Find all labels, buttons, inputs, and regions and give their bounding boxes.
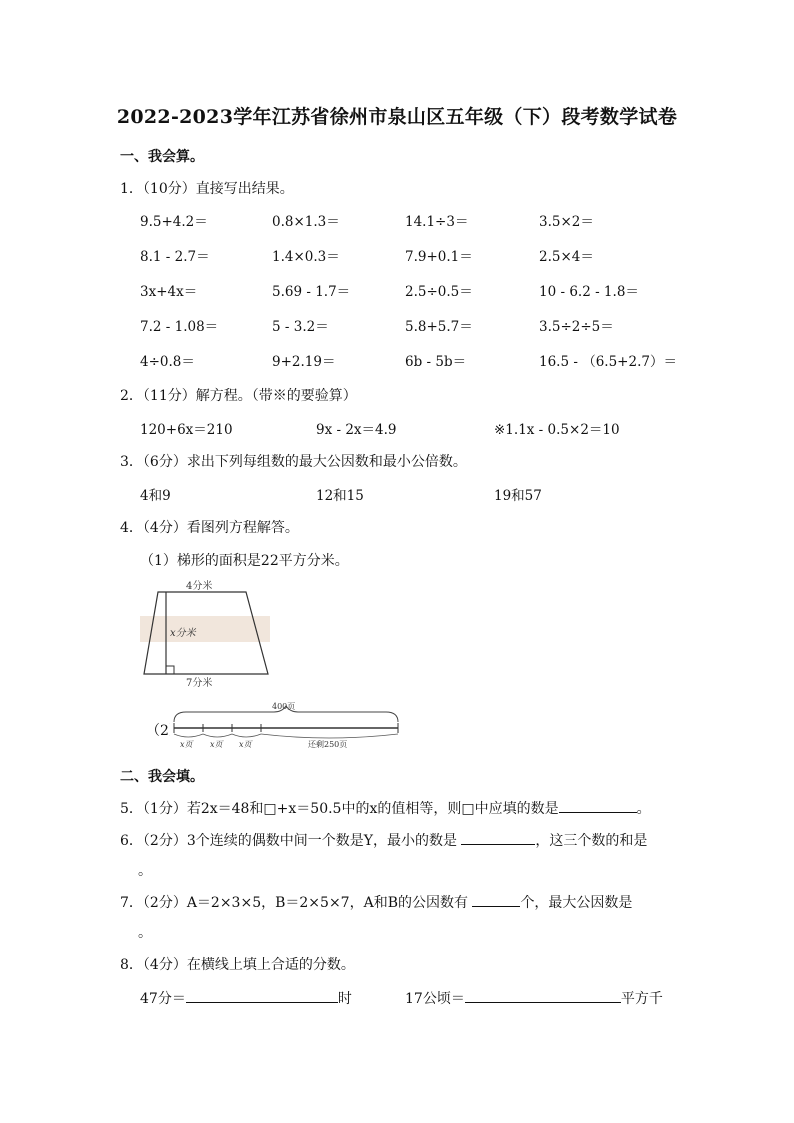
trapezoid-bottom-label: 7分米 [186, 678, 213, 689]
equation-item: 120+6x＝210 [140, 422, 233, 438]
segment-part-label: x页 [180, 740, 193, 749]
segment-total-label: 400页 [272, 702, 296, 711]
calc-item: 7.9+0.1＝ [405, 249, 473, 265]
question-8-left-pre: 47分＝ [140, 991, 186, 1007]
calc-item: 1.4×0.3＝ [272, 249, 340, 265]
calc-item: 5 - 3.2＝ [272, 319, 329, 335]
question-7 [120, 892, 632, 912]
question-6-mid: ，这三个数的和是 [535, 833, 648, 849]
number-pair: 4和9 [140, 488, 171, 504]
question-8-left [140, 988, 352, 1008]
trapezoid-height-label: x分米 [170, 628, 196, 639]
question-8-right-post: 平方千 [620, 991, 663, 1007]
trapezoid-top-label: 4分米 [186, 581, 213, 592]
question-4-sub1: （1）梯形的面积是22平方分米。 [140, 553, 349, 569]
question-6-end: 。 [138, 863, 152, 879]
question-4-label: 4．（4分）看图列方程解答。 [120, 520, 299, 536]
trapezoid-figure [138, 578, 272, 690]
answer-blank[interactable] [472, 892, 520, 907]
calc-item: 2.5×4＝ [539, 249, 594, 265]
equation-item: 9x - 2x＝4.9 [316, 422, 397, 438]
question-7-end: 。 [138, 925, 152, 941]
question-7-text: 7．（2分）A＝2×3×5，B＝2×5×7，A和B的公因数有 [120, 895, 468, 911]
segment-figure [170, 700, 402, 752]
segment-part-label: x页 [210, 740, 223, 749]
answer-blank[interactable] [186, 988, 338, 1003]
calc-item: 3x+4x＝ [140, 284, 198, 300]
question-2-label: 2．（11分）解方程。（带※的要验算） [120, 388, 357, 404]
calc-item: 5.8+5.7＝ [405, 319, 473, 335]
question-8-label: 8．（4分）在横线上填上合适的分数。 [120, 957, 355, 973]
question-8-left-post: 时 [337, 991, 352, 1007]
calc-item: 4÷0.8＝ [140, 354, 195, 370]
question-4-sub2: （2） [146, 723, 183, 739]
calc-item: 7.2 - 1.08＝ [140, 319, 219, 335]
calc-item: 14.1÷3＝ [405, 214, 469, 230]
question-6 [120, 830, 647, 850]
calc-item: 3.5×2＝ [539, 214, 594, 230]
question-1-label: 1．（10分）直接写出结果。 [120, 181, 294, 197]
equation-item: ※1.1x - 0.5×2＝10 [494, 422, 620, 438]
segment-part-label: x页 [239, 740, 252, 749]
answer-blank[interactable] [465, 988, 621, 1003]
question-5-text: 5．（1分）若2x＝48和□+x＝50.5中的x的值相等，则□中应填的数是 [120, 801, 559, 817]
segment-remain-label: 还剩250页 [308, 740, 348, 749]
section-1-heading: 一、我会算。 [120, 149, 204, 165]
calc-item: 8.1 - 2.7＝ [140, 249, 210, 265]
calc-item: 9.5+4.2＝ [140, 214, 208, 230]
number-pair: 12和15 [316, 488, 364, 504]
number-pair: 19和57 [494, 488, 542, 504]
question-5-end: 。 [636, 801, 651, 817]
question-5 [120, 798, 651, 818]
calc-item: 10 - 6.2 - 1.8＝ [539, 284, 639, 300]
answer-blank[interactable] [461, 830, 535, 845]
calc-item: 5.69 - 1.7＝ [272, 284, 351, 300]
question-6-text: 6．（2分）3个连续的偶数中间一个数是Y，最小的数是 [120, 833, 457, 849]
question-3-label: 3．（6分）求出下列每组数的最大公因数和最小公倍数。 [120, 454, 467, 470]
calc-item: 3.5÷2÷5＝ [539, 319, 614, 335]
question-7-mid: 个，最大公因数是 [520, 895, 633, 911]
calc-item: 6b - 5b＝ [405, 354, 467, 370]
question-8-right-pre: 17公顷＝ [405, 991, 465, 1007]
answer-blank[interactable] [559, 798, 637, 813]
calc-item: 9+2.19＝ [272, 354, 336, 370]
page-title: 2022-2023学年江苏省徐州市泉山区五年级（下）段考数学试卷 [116, 106, 678, 128]
calc-item: 16.5 - （6.5+2.7）＝ [539, 354, 677, 370]
calc-item: 2.5÷0.5＝ [405, 284, 473, 300]
section-2-heading: 二、我会填。 [120, 769, 204, 785]
calc-item: 0.8×1.3＝ [272, 214, 340, 230]
question-8-right [405, 988, 663, 1008]
